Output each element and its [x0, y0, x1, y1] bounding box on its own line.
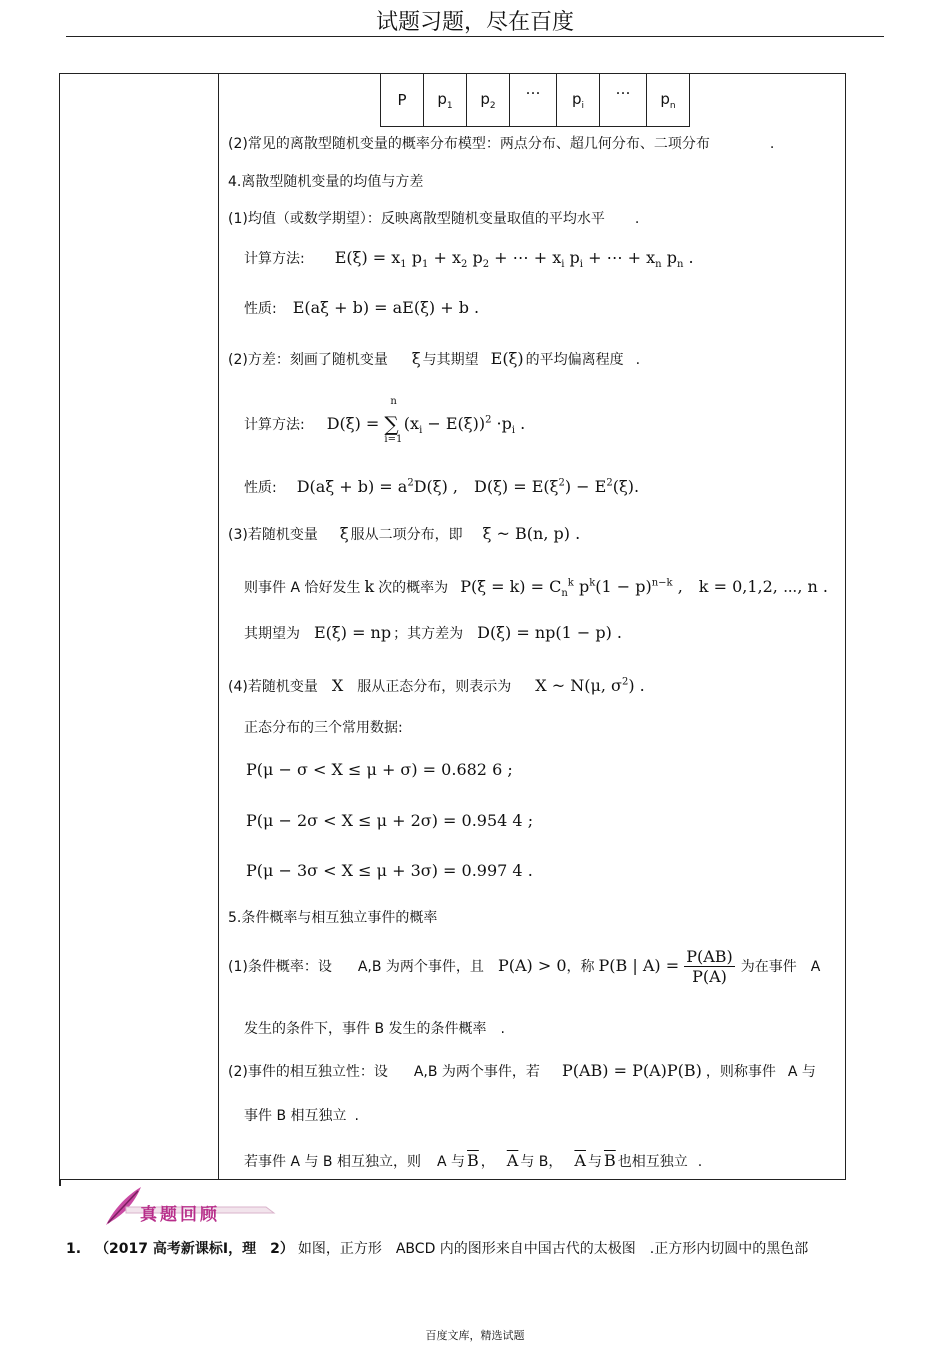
page-footer: 百度文库，精选试题: [425, 1329, 525, 1342]
section-heading: 5.条件概率与相互独立事件的概率: [228, 910, 438, 926]
table-cell: $p_n$: [647, 74, 690, 127]
text-line: 事件 B 相互独立 .: [244, 1108, 359, 1124]
formula-normal-3: P(μ − 3σ < X ≤ μ + 3σ) = 0.997 4 .: [246, 861, 533, 880]
table-cell: …: [510, 74, 557, 127]
text-line: (3)若随机变量 ξ 服从二项分布，即 ξ ~ B(n, p) .: [228, 524, 581, 543]
table-cell: $p_i$: [557, 74, 600, 127]
formula-binomial-moments: 其期望为 E(ξ) = np ；其方差为 D(ξ) = np(1 − p) .: [244, 623, 623, 642]
text-line: 正态分布的三个常用数据:: [244, 720, 403, 736]
formula-conditional: (1)条件概率：设 A,B 为两个事件，且 P(A) > 0，称 P(B | A) = $\frac{P(AB)}{P(A)}$ 为在事件 A: [228, 947, 821, 986]
text-line: 发生的条件下，事件 B 发生的条件概率 .: [244, 1021, 505, 1037]
text-line: (2)方差：刻画了随机变量 ξ 与其期望 E(ξ) 的平均偏离程度 .: [228, 349, 641, 368]
section-heading: 4.离散型随机变量的均值与方差: [228, 174, 424, 190]
question-1: 1. （2017 高考新课标Ⅰ，理 2） 如图，正方形 ABCD 内的图形来自中国古代的太极图 .正方形内切圆中的黑色部: [66, 1241, 809, 1257]
formula-binomial: 则事件 A 恰好发生 k 次的概率为 $P(\xi = k) = C_n^k$ $p^k(1 - p)^{n-k}$ , k = 0,1,2, ⋯, n .: [244, 577, 829, 600]
formula-expectation: 计算方法: $E(\xi) = x_1$ $p_1 + x_2$ $p_2$ + ⋯ + $x_i$ $p_i$ + ⋯ + $x_n$ $p_n$ .: [244, 248, 694, 271]
frame-stub: [59, 1180, 61, 1186]
text-line: (2)常见的离散型随机变量的概率分布模型：两点分布、超几何分布、二项分布 .: [228, 136, 775, 152]
column-divider: [218, 73, 219, 1180]
formula-variance: 计算方法: D(ξ) = ∑ n i=1 $(x_i - E(\xi))^2 \cdot p_i$ .: [244, 396, 526, 445]
page-header-title: 试题习题，尽在百度: [375, 10, 574, 35]
table-cell: …: [600, 74, 647, 127]
text-line: 若事件 A 与 B 相互独立，则 A 与 $\overline{B}$ ， $\overline{A}$ 与 B， $\overline{A}$ 与 $\overline{B}$ 也相互独立 .: [244, 1151, 703, 1170]
formula-variance-property: 性质: $D(a\xi + b) = a^2D(\xi)$ , $D(\xi) = E(\xi^2) - E^2(\xi)$.: [244, 477, 640, 496]
formula-independence: (2)事件的相互独立性：设 A,B 为两个事件，若 P(AB) = P(A)P(B) ，则称事件 A 与: [228, 1061, 816, 1080]
formula-normal-2: P(μ − 2σ < X ≤ μ + 2σ) = 0.954 4 ;: [246, 811, 534, 830]
table-cell: $p_2$: [467, 74, 510, 127]
formula-expectation-property: 性质: E(aξ + b) = aE(ξ) + b .: [244, 298, 480, 317]
table-cell: $p_1$: [424, 74, 467, 127]
probability-table: [380, 73, 690, 127]
table-cell: P: [381, 74, 424, 127]
text-line: (1)均值（或数学期望）：反映离散型随机变量取值的平均水平 .: [228, 211, 640, 227]
header-rule: [66, 36, 884, 37]
formula-normal-1: P(μ − σ < X ≤ μ + σ) = 0.682 6 ;: [246, 760, 513, 779]
text-line: (4)若随机变量 X 服从正态分布，则表示为 X ~ N(μ, $\sigma^2$) .: [228, 676, 645, 695]
section-banner-label: 真题回顾: [140, 1205, 220, 1225]
